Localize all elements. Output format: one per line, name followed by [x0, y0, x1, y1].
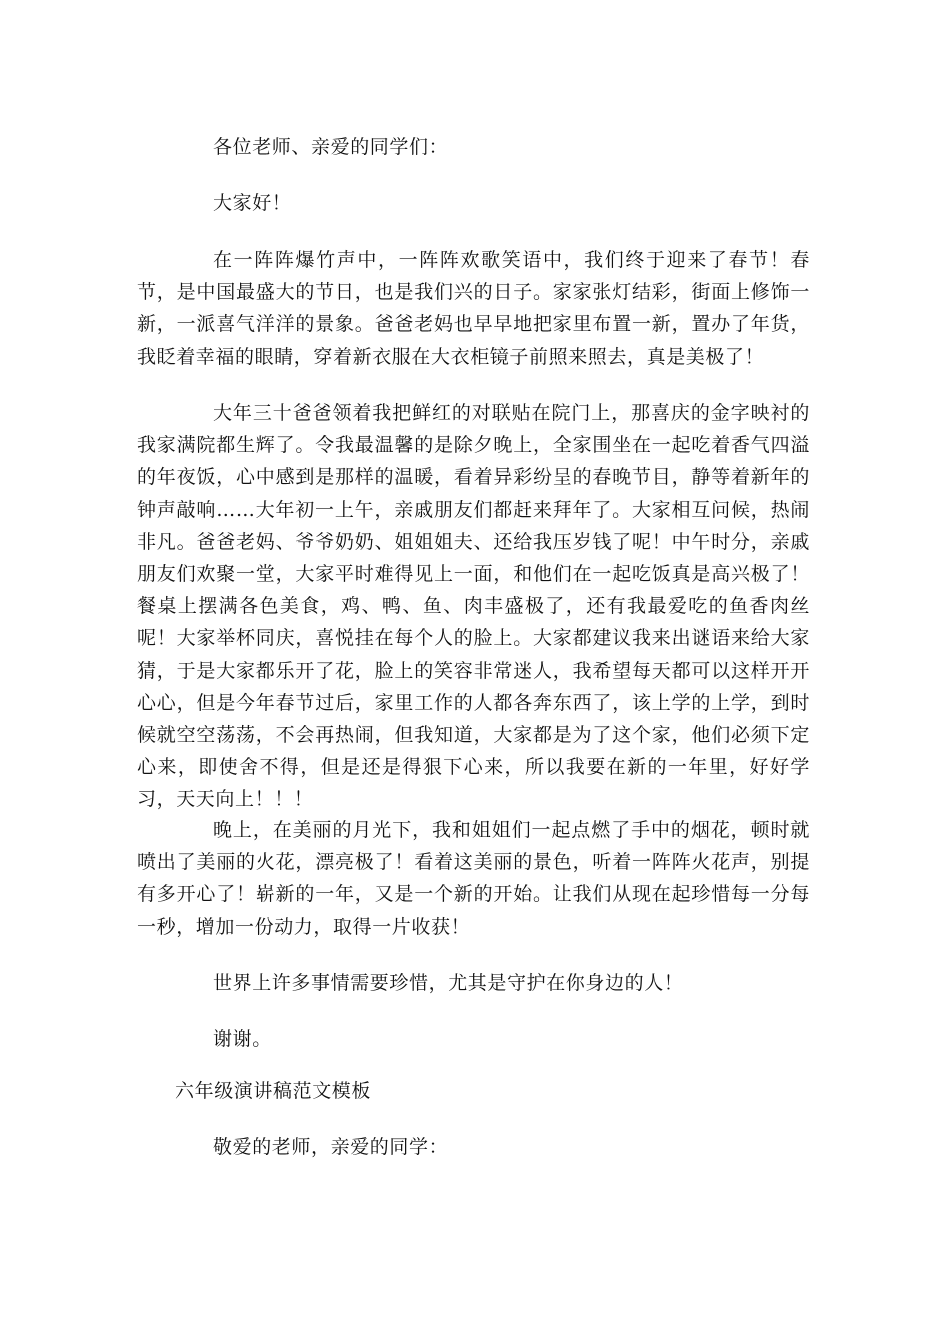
paragraph-fireworks: 晚上，在美丽的月光下，我和姐姐们一起点燃了手中的烟花，顿时就喷出了美丽的火花，漂亮极了！看着这美丽的景色，听着一阵阵火花声，别提有多开心了！崭新的一年，又是一个新的开始。让我们从现在起珍惜每一分每一秒，增加一份动力，取得一片收获！: [137, 819, 810, 938]
closing-line: 世界上许多事情需要珍惜，尤其是守护在你身边的人！: [213, 972, 684, 994]
section-title: 六年级演讲稿范文模板: [175, 1080, 372, 1102]
paragraph-spring-festival: 在一阵阵爆竹声中，一阵阵欢歌笑语中，我们终于迎来了春节！春节，是中国最盛大的节日，也是我们兴的日子。家家张灯结彩，街面上修饰一新，一派喜气洋洋的景象。爸爸老妈也早早地把家里布置一新，置办了年货，我眨着幸福的眼睛，穿着新衣服在大衣柜镜子前照来照去，真是美极了！: [137, 249, 810, 368]
paragraph-new-year-eve: 大年三十爸爸领着我把鲜红的对联贴在院门上，那喜庆的金字映衬的我家满院都生辉了。令我最温馨的是除夕晚上，全家围坐在一起吃着香气四溢的年夜饭，心中感到是那样的温暖，看着异彩纷呈的春晚节目，静等着新年的钟声敲响……大年初一上午，亲戚朋友们都赶来拜年了。大家相互问候，热闹非凡。爸爸老妈、爷爷奶奶、姐姐姐夫、还给我压岁钱了呢！中午时分，亲戚朋友们欢聚一堂，大家平时难得见上一面，和他们在一起吃饭真是高兴极了！餐桌上摆满各色美食，鸡、鸭、鱼、肉丰盛极了，还有我最爱吃的鱼香肉丝呢！大家举杯同庆，喜悦挂在每个人的脸上。大家都建议我来出谜语来给大家猜，于是大家都乐开了花，脸上的笑容非常迷人，我希望每天都可以这样开开心心，但是今年春节过后，家里工作的人都各奔东西了，该上学的上学，到时候就空空荡荡，不会再热闹，但我知道，大家都是为了这个家，他们必须下定心来，即使舍不得，但是还是得狠下心来，所以我要在新的一年里，好好学习，天天向上！！！: [137, 402, 810, 811]
next-greeting-line: 敬爱的老师，亲爱的同学：: [213, 1136, 449, 1158]
hello-line: 大家好！: [213, 192, 292, 214]
thanks-line: 谢谢。: [213, 1028, 272, 1050]
greeting-line: 各位老师、亲爱的同学们：: [213, 136, 449, 158]
